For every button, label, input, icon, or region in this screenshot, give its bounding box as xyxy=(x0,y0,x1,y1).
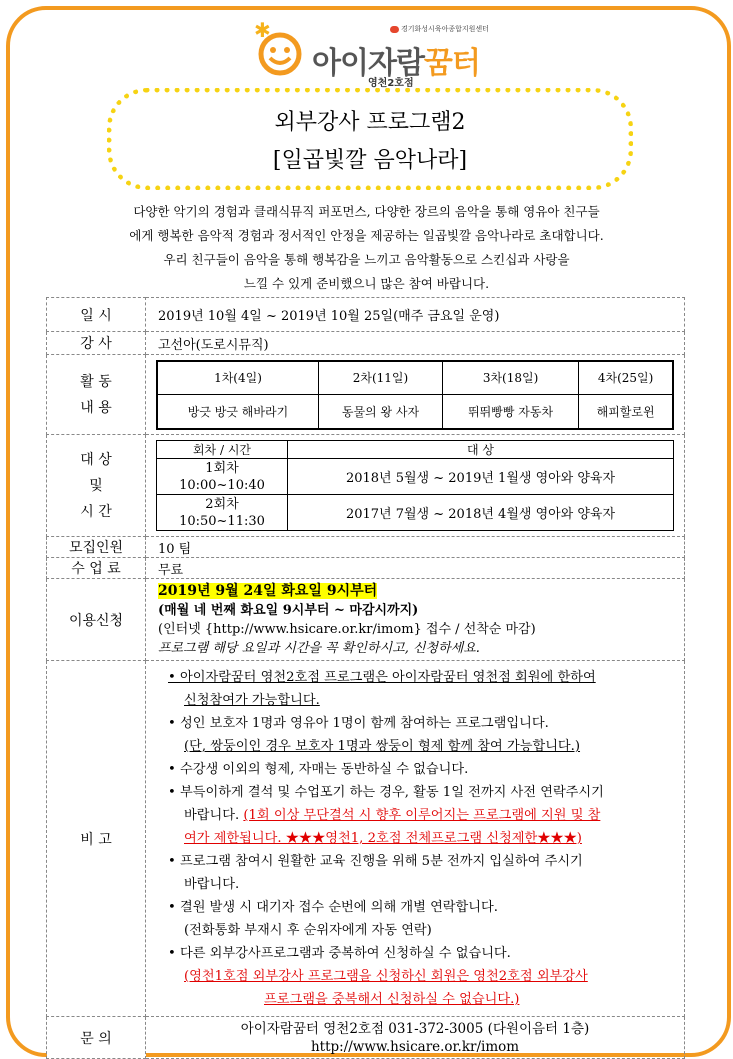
activity-row xyxy=(47,355,685,435)
notes-list xyxy=(146,666,684,1011)
fee-row xyxy=(47,558,685,579)
note-text: (단, 쌍둥이인 경우 보호자 1명과 쌍둥이 형제 함께 참여 가능합니다.) xyxy=(184,739,581,754)
activity-label-line: 내 용 xyxy=(80,399,112,416)
apply-schedule: (매월 네 번째 화요일 9시부터 ~ 마감시까지) xyxy=(158,602,419,618)
note-text: 바랍니다. xyxy=(184,877,240,892)
note-item xyxy=(168,758,670,781)
fee-label: 수 업 료 xyxy=(47,558,146,579)
logo xyxy=(250,18,500,88)
date-value: 2019년 10월 4일 ~ 2019년 10월 25일(매주 금요일 운영) xyxy=(146,298,685,332)
intro-text xyxy=(60,200,673,296)
intro-line: 우리 친구들이 음악을 통해 행복감을 느끼고 음악활동으로 스킨십과 사랑을 xyxy=(163,252,570,267)
teacher-value: 고선아(도로시뮤직) xyxy=(146,332,685,355)
note-text: • 프로그램 참여시 원활한 교육 진행을 위해 5분 전까지 입실하여 주시기 xyxy=(168,854,583,869)
contact-label: 문 의 xyxy=(47,1017,146,1059)
session-header: 회차 / 시간 xyxy=(157,441,288,459)
notes-row xyxy=(47,661,685,1017)
note-item xyxy=(168,666,670,712)
apply-label: 이용신청 xyxy=(47,579,146,661)
activity-cell xyxy=(146,355,685,435)
session-round: 2회차 xyxy=(205,496,239,512)
notes-cell xyxy=(146,661,685,1017)
note-item xyxy=(168,942,670,1011)
center-name: 경기화성시육아종합지원센터 xyxy=(390,24,489,34)
title-box xyxy=(107,88,633,190)
teacher-row xyxy=(47,332,685,355)
target-label-line: 및 xyxy=(89,477,103,494)
note-text: • 아이자람꿈터 영천2호점 프로그램은 아이자람꿈터 영천점 회원에 한하여 xyxy=(168,670,596,685)
apply-cell xyxy=(146,579,685,661)
note-warning: 여가 제한됩니다. ★★★영천1, 2호점 전체프로그램 신청제한★★★) xyxy=(184,831,582,846)
activity-header: 3차(18일) xyxy=(442,361,578,395)
fee-value: 무료 xyxy=(146,558,685,579)
apply-date xyxy=(158,582,684,601)
note-text: • 결원 발생 시 대기자 접수 순번에 의해 개별 연락합니다. xyxy=(168,900,498,915)
session-time xyxy=(157,459,288,495)
smiley-face-icon xyxy=(258,32,302,76)
activity-item: 방긋 방긋 해바라기 xyxy=(157,395,318,429)
page-subtitle: [일곱빛깔 음악나라] xyxy=(272,148,468,173)
target-row xyxy=(47,435,685,537)
session-clock: 10:50~11:30 xyxy=(179,513,265,529)
brand-name: 아이자람꿈터 xyxy=(312,46,480,81)
activity-item: 동물의 왕 사자 xyxy=(318,395,442,429)
note-warning: 프로그램을 중복해서 신청하실 수 없습니다.) xyxy=(264,992,520,1007)
branch-name: 영천2호점 xyxy=(368,78,414,89)
note-text: (전화통화 부재시 후 순위자에게 자동 연락) xyxy=(184,923,432,938)
date-row xyxy=(47,298,685,332)
target-label xyxy=(47,435,146,537)
note-item xyxy=(168,781,670,850)
apply-url: (인터넷 {http://www.hsicare.or.kr/imom} 접수 / 선착순 마감) xyxy=(158,621,536,637)
activity-label xyxy=(47,355,146,435)
recruit-value: 10 팀 xyxy=(146,537,685,558)
note-warning: (1회 이상 무단결석 시 향후 이루어지는 프로그램에 지원 및 참 xyxy=(243,808,601,823)
recruit-row xyxy=(47,537,685,558)
apply-note: 프로그램 해당 요일과 시간을 꼭 확인하시고, 신청하세요. xyxy=(158,640,480,656)
info-table xyxy=(46,297,685,1059)
contact-row xyxy=(47,1017,685,1059)
session-time xyxy=(157,495,288,531)
page-title: 외부강사 프로그램2 xyxy=(274,110,466,135)
session-table xyxy=(156,440,674,531)
activity-label-line: 활 동 xyxy=(80,373,112,390)
intro-line: 느낄 수 있게 준비했으니 많은 참여 바랍니다. xyxy=(243,276,490,291)
target-label-line: 시 간 xyxy=(80,503,112,520)
note-item xyxy=(168,850,670,896)
intro-line: 에게 행복한 음악적 경험과 정서적인 안정을 제공하는 일곱빛깔 음악나라로 초대합니다. xyxy=(129,228,604,243)
contact-phone: 아이자람꿈터 영천2호점 031-372-3005 (다원이음터 1층) xyxy=(240,1020,590,1037)
intro-line: 다양한 악기의 경험과 클래식뮤직 퍼포먼스, 다양한 장르의 음악을 통해 영유아 친구들 xyxy=(133,204,600,219)
session-clock: 10:00~10:40 xyxy=(179,477,265,493)
activity-item: 해피할로윈 xyxy=(579,395,673,429)
activity-header: 4차(25일) xyxy=(579,361,673,395)
note-warning: (영천1호점 외부강사 프로그램을 신청하신 회원은 영천2호점 외부강사 xyxy=(184,969,588,984)
contact-cell xyxy=(146,1017,685,1059)
activity-table xyxy=(156,360,674,430)
star-icon: ✱ xyxy=(254,18,271,42)
activity-item: 뛰뛰빵빵 자동차 xyxy=(442,395,578,429)
contact-url: http://www.hsicare.or.kr/imom xyxy=(310,1038,520,1055)
note-text: 바랍니다. xyxy=(184,808,240,823)
session-header: 대 상 xyxy=(288,441,674,459)
session-target: 2018년 5월생 ~ 2019년 1월생 영아와 양육자 xyxy=(288,459,674,495)
activity-header: 1차(4일) xyxy=(157,361,318,395)
note-text: • 성인 보호자 1명과 영유아 1명이 함께 참여하는 프로그램입니다. xyxy=(168,716,549,731)
target-label-line: 대 상 xyxy=(80,451,112,468)
recruit-label: 모집인원 xyxy=(47,537,146,558)
note-text: • 다른 외부강사프로그램과 중복하여 신청하실 수 없습니다. xyxy=(168,946,511,961)
activity-header: 2차(11일) xyxy=(318,361,442,395)
note-text: 신청참여가 가능합니다. xyxy=(184,693,320,708)
teacher-label: 강 사 xyxy=(47,332,146,355)
notes-label: 비 고 xyxy=(47,661,146,1017)
session-target: 2017년 7월생 ~ 2018년 4월생 영아와 양육자 xyxy=(288,495,674,531)
target-cell xyxy=(146,435,685,537)
date-label: 일 시 xyxy=(47,298,146,332)
note-text: • 부득이하게 결석 및 수업포기 하는 경우, 활동 1일 전까지 사전 연락주시기 xyxy=(168,785,604,800)
apply-date-highlight: 2019년 9월 24일 화요일 9시부터 xyxy=(158,582,378,599)
session-round: 1회차 xyxy=(205,460,239,476)
note-item xyxy=(168,712,670,758)
note-item xyxy=(168,896,670,942)
note-text: • 수강생 이외의 형제, 자매는 동반하실 수 없습니다. xyxy=(168,762,469,777)
apply-row xyxy=(47,579,685,661)
